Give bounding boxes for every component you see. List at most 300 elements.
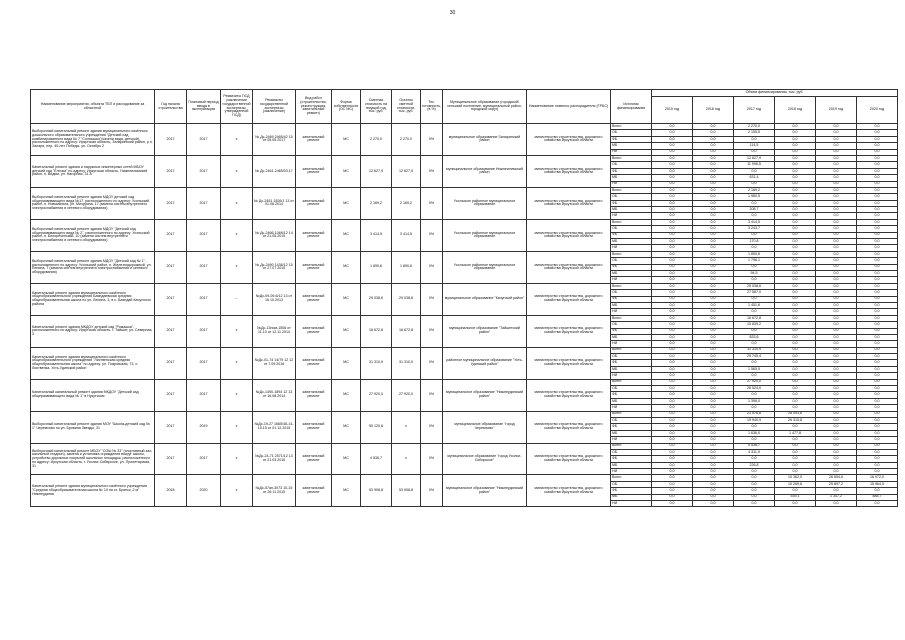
project-start-year: 2017 [155, 347, 187, 379]
funding-source-cell: ОБ [611, 194, 652, 200]
funding-value-cell: 0,0 [734, 488, 775, 494]
funding-value-cell: 0,0 [652, 149, 693, 155]
funding-value-cell: 1 347,2 [816, 494, 857, 500]
funding-value-cell: 0,0 [816, 341, 857, 347]
funding-source-cell: МБ [611, 334, 652, 340]
funding-value-cell: 27 920,0 [734, 379, 775, 385]
project-finish-year: 2020 [187, 475, 221, 507]
funding-source-cell: ФБ [611, 264, 652, 270]
funding-value-cell: 0,0 [775, 379, 816, 385]
project-finish-year: 2017 [187, 155, 221, 187]
funding-value-cell: 0,0 [816, 181, 857, 187]
funding-value-cell: 0,0 [652, 162, 693, 168]
funding-source-cell: ОБ [611, 386, 652, 392]
project-municipality: муниципальное образование "город Черемхово" [443, 411, 527, 443]
funding-source-cell: Всего [611, 475, 652, 481]
funding-source-cell: МБ [611, 302, 652, 308]
project-remaining: х [392, 411, 421, 443]
funding-value-cell: 0,0 [693, 245, 734, 251]
funding-value-cell: 0,0 [652, 175, 693, 181]
funding-value-cell: 0,0 [857, 386, 898, 392]
funding-value-cell: 0,0 [857, 219, 898, 225]
project-cost: 27 920,0 [361, 379, 392, 411]
funding-value-cell: 0,0 [816, 437, 857, 443]
project-cost: 2 169,2 [361, 187, 392, 219]
project-name: Выборочный капитальный ремонт МБОУ "СОШ № 33" (спортивный зал, школьный стадион), замена и установка ограждения вокруг школы, устройство дорожных покрытий школьных площадок, расположенного по адресу: Иркутская область, г. Усолье-Сибирское, ул. Пролетарская, 31 [31, 443, 155, 475]
funding-value-cell: 3 414,5 [734, 219, 775, 225]
funding-value-cell: 0,0 [693, 239, 734, 245]
funding-value-cell: 0,0 [816, 322, 857, 328]
funding-value-cell: 0,0 [734, 168, 775, 174]
funding-value-cell: 0,0 [775, 168, 816, 174]
funding-source-cell: ФБ [611, 456, 652, 462]
funding-value-cell: 0,0 [857, 488, 898, 494]
funding-value-cell: 0,0 [693, 430, 734, 436]
project-state-exam: №Дс-09-09-6/12 13 от 16.10.2013 [253, 283, 296, 315]
project-remaining: 53 908,8 [392, 475, 421, 507]
funding-value-cell: 0,0 [734, 494, 775, 500]
funding-value-cell: 0,0 [816, 264, 857, 270]
project-start-year: 2017 [155, 155, 187, 187]
funding-source-cell: НИ [611, 373, 652, 379]
funding-value-cell: 0,0 [816, 373, 857, 379]
project-cost: 2 270,0 [361, 124, 392, 156]
funding-value-cell: 0,0 [816, 488, 857, 494]
project-doc-details: х [221, 379, 253, 411]
funding-value-cell: 0,0 [816, 283, 857, 289]
project-municipality: муниципальное образование Заларинский район [443, 124, 527, 156]
funding-value-cell: 10 362,0 [775, 475, 816, 481]
project-municipality: муниципальное образование "Нижнеудинский район" [443, 475, 527, 507]
funding-value-cell: 0,0 [857, 239, 898, 245]
funding-value-cell: 0,0 [652, 488, 693, 494]
funding-value-cell: 4 311,9 [734, 449, 775, 455]
funding-value-cell: 0,0 [652, 341, 693, 347]
project-municipality: муниципальное образование "Нижнеудинский район" [443, 379, 527, 411]
project-readiness: 0% [421, 219, 443, 251]
funding-value-cell: 0,0 [816, 424, 857, 430]
project-remaining: х [392, 443, 421, 475]
funding-value-cell: 0,0 [734, 437, 775, 443]
funding-value-cell: 0,0 [816, 501, 857, 507]
funding-source-cell: Всего [611, 315, 652, 321]
funding-value-cell: 0,0 [857, 456, 898, 462]
funding-value-cell: 26 315,8 [775, 417, 816, 423]
funding-value-cell: 0,0 [652, 469, 693, 475]
funding-value-cell: 0,0 [652, 155, 693, 161]
funding-value-cell: 0,0 [775, 245, 816, 251]
funding-value-cell: 0,0 [652, 181, 693, 187]
funding-value-cell: 0,0 [693, 475, 734, 481]
project-name: Капитальный ремонт здания и наружных инженерных сетей МБОУ детский сад "Елочка" по адресу: Иркутская область, Нижнеилимский район, п. Видим, ул. Нагорная, 31 А [31, 155, 155, 187]
funding-source-cell: ФБ [611, 424, 652, 430]
project-finish-year: 2017 [187, 443, 221, 475]
funding-value-cell: 0,0 [693, 341, 734, 347]
funding-value-cell: 15 839,2 [734, 322, 775, 328]
funding-value-cell: 2 155,5 [734, 130, 775, 136]
funding-value-cell: 0,0 [693, 373, 734, 379]
funding-source-cell: Всего [611, 155, 652, 161]
project-cost: 16 672,8 [361, 315, 392, 347]
funding-value-cell: 0,0 [652, 226, 693, 232]
funding-value-cell: 0,0 [775, 469, 816, 475]
funding-source-cell: Всего [611, 124, 652, 130]
funding-value-cell: 0,0 [652, 405, 693, 411]
funding-value-cell: 0,0 [693, 334, 734, 340]
project-cost: 1 890,6 [361, 251, 392, 283]
funding-value-cell: 0,0 [816, 392, 857, 398]
funding-value-cell: 29 745,4 [734, 354, 775, 360]
project-doc-details: х [221, 124, 253, 156]
funding-value-cell: 0,0 [857, 322, 898, 328]
funding-value-cell: 1 565,5 [734, 366, 775, 372]
funding-value-cell: 0,0 [734, 264, 775, 270]
funding-value-cell: 0,0 [775, 181, 816, 187]
header-work-type: Вид работ (строительство, реконструкция, капитальный ремонт) [296, 90, 332, 124]
funding-value-cell: 0,0 [857, 366, 898, 372]
project-customer: министерство строительства, дорожного хозяйства Иркутской области [527, 347, 611, 379]
project-work-type: капитальный ремонт [296, 251, 332, 283]
funding-value-cell: 0,0 [775, 175, 816, 181]
funding-value-cell: 0,0 [734, 149, 775, 155]
funding-value-cell: 0,0 [816, 270, 857, 276]
funding-value-cell: 25 897,2 [816, 481, 857, 487]
project-state-exam: № Дс-2451 1526/1 13 от 01.08.2014 [253, 187, 296, 219]
project-start-year: 2017 [155, 251, 187, 283]
funding-value-cell: 0,0 [775, 347, 816, 353]
project-readiness: 0% [421, 347, 443, 379]
funding-value-cell: 0,0 [734, 328, 775, 334]
funding-value-cell: 0,0 [734, 373, 775, 379]
funding-value-cell: 0,0 [775, 322, 816, 328]
funding-source-cell: МБ [611, 366, 652, 372]
project-doc-details: х [221, 219, 253, 251]
funding-value-cell: 0,0 [693, 322, 734, 328]
project-ownership: МС [332, 155, 361, 187]
funding-value-cell: 0,0 [734, 136, 775, 142]
funding-value-cell: 0,0 [652, 277, 693, 283]
funding-value-cell: 0,0 [775, 264, 816, 270]
funding-value-cell: 0,0 [734, 341, 775, 347]
project-finish-year: 2019 [187, 411, 221, 443]
funding-value-cell: 0,0 [652, 239, 693, 245]
funding-value-cell: 0,0 [775, 405, 816, 411]
funding-source-cell: НИ [611, 469, 652, 475]
header-name: Наименование мероприятия, объекта ТБП и расходование за областной [31, 90, 155, 124]
project-doc-details: х [221, 443, 253, 475]
funding-value-cell: 0,0 [652, 417, 693, 423]
funding-value-cell: 0,0 [693, 481, 734, 487]
funding-source-cell: НИ [611, 501, 652, 507]
funding-value-cell: 0,0 [734, 456, 775, 462]
funding-source-cell: НИ [611, 181, 652, 187]
funding-value-cell: 0,0 [816, 219, 857, 225]
funding-value-cell: 0,0 [775, 149, 816, 155]
funding-source-cell: НИ [611, 437, 652, 443]
funding-value-cell: 0,0 [775, 162, 816, 168]
project-cost: 31 310,9 [361, 347, 392, 379]
project-name: Выборочный капитальный ремонт здания МДОУ "Детский сад общеразвивающего вида № 2", расположенного по адресу: Усольский район, п. Белореченский, 10 (замена систем внутреннего электроснабжения и сетевого оборудования) [31, 219, 155, 251]
funding-value-cell: 0,0 [775, 386, 816, 392]
project-doc-details: х [221, 315, 253, 347]
funding-value-cell: 0,0 [816, 386, 857, 392]
funding-value-cell: 0,0 [816, 398, 857, 404]
funding-value-cell: 0,0 [652, 481, 693, 487]
project-name: Выборочный капитальный ремонт здания МДОУ детский сад общеразвивающего вида №17, расположенного по адресу: Усольский район, п. Новомальта, ул. Мичурина, 17 (замена систем внутреннего электроснабжения и сетевого оборудования) [31, 187, 155, 219]
funding-value-cell: 2 270,0 [734, 124, 775, 130]
funding-value-cell: 0,0 [734, 405, 775, 411]
funding-value-cell: 114,5 [734, 143, 775, 149]
funding-value-cell: 0,0 [775, 187, 816, 193]
funding-value-cell: 0,0 [775, 213, 816, 219]
funding-value-cell: 94,5 [734, 270, 775, 276]
funding-value-cell: 0,0 [857, 226, 898, 232]
funding-value-cell: 0,0 [775, 251, 816, 257]
project-readiness: 0% [421, 155, 443, 187]
funding-source-cell: ФБ [611, 232, 652, 238]
funding-value-cell: 0,0 [775, 283, 816, 289]
project-work-type: капитальный ремонт [296, 124, 332, 156]
funding-value-cell: 0,0 [775, 373, 816, 379]
funding-value-cell: 0,0 [734, 501, 775, 507]
funding-value-cell: 0,0 [652, 475, 693, 481]
funding-value-cell: 0,0 [775, 392, 816, 398]
funding-value-cell: 0,0 [775, 219, 816, 225]
funding-value-cell: 0,0 [775, 443, 816, 449]
project-name: Капитальный ремонт здания муниципального казённого общеобразовательного учреждения Баяндаевская средняя общеобразовательная школа по ул. Ленина, 3, в с. Баяндай Качугского района [31, 283, 155, 315]
project-ownership: МС [332, 315, 361, 347]
table-body [31, 124, 898, 507]
project-start-year: 2017 [155, 283, 187, 315]
funding-value-cell: 0,0 [693, 462, 734, 468]
funding-value-cell: 0,0 [693, 155, 734, 161]
project-readiness: 0% [421, 379, 443, 411]
funding-value-cell: 0,0 [652, 270, 693, 276]
project-cost: 12 627,9 [361, 155, 392, 187]
project-work-type: капитальный ремонт [296, 475, 332, 507]
funding-value-cell: 0,0 [734, 277, 775, 283]
funding-value-cell: 0,0 [857, 207, 898, 213]
header-year: 2019 год [816, 97, 857, 124]
funding-value-cell: 170,8 [734, 239, 775, 245]
funding-value-cell: 0,0 [734, 232, 775, 238]
funding-value-cell: 0,0 [816, 175, 857, 181]
funding-value-cell: 0,0 [693, 251, 734, 257]
project-customer: министерство строительства, дорожного хозяйства Иркутской области [527, 443, 611, 475]
funding-value-cell: 0,0 [816, 194, 857, 200]
funding-value-cell: 0,0 [693, 207, 734, 213]
funding-value-cell: 0,0 [693, 424, 734, 430]
funding-value-cell: 0,0 [816, 430, 857, 436]
funding-value-cell: 0,0 [857, 162, 898, 168]
funding-source-cell: ФБ [611, 168, 652, 174]
funding-value-cell: 0,0 [652, 411, 693, 417]
funding-value-cell: 0,0 [652, 347, 693, 353]
funding-value-cell: 0,0 [816, 245, 857, 251]
funding-value-cell: 0,0 [775, 124, 816, 130]
funding-value-cell: 0,0 [775, 194, 816, 200]
funding-value-cell: 0,0 [652, 251, 693, 257]
funding-value-cell: 0,0 [775, 437, 816, 443]
funding-value-cell: 0,0 [652, 136, 693, 142]
project-remaining: 12 627,9 [392, 155, 421, 187]
project-name: Капитальный ремонт здания муниципального казённого общеобразовательного учреждения "Лиственская средняя общеобразовательная школа" по адресу: ул. Покровская, 73, с. Лиственка, Усть-Удинский район [31, 347, 155, 379]
funding-value-cell: 0,0 [693, 181, 734, 187]
funding-source-cell: МБ [611, 175, 652, 181]
funding-source-cell: НИ [611, 149, 652, 155]
funding-value-cell: 0,0 [816, 226, 857, 232]
funding-value-cell: 0,0 [652, 334, 693, 340]
funding-value-cell: 0,0 [857, 155, 898, 161]
funding-value-cell: 0,0 [775, 360, 816, 366]
project-remaining: 2 169,2 [392, 187, 421, 219]
project-work-type: капитальный ремонт [296, 379, 332, 411]
project-work-type: капитальный ремонт [296, 219, 332, 251]
funding-value-cell: 0,0 [816, 366, 857, 372]
header-finish: Плановый период ввода в эксплуатацию [187, 90, 221, 124]
project-work-type: капитальный ремонт [296, 347, 332, 379]
funding-value-cell: 0,0 [816, 411, 857, 417]
funding-value-cell: 0,0 [693, 437, 734, 443]
project-state-exam: №Дс-13ном-1506 от 11.10 от 12.11.2014 [253, 315, 296, 347]
funding-value-cell: 0,0 [775, 232, 816, 238]
project-start-year: 2018 [155, 475, 187, 507]
funding-value-cell: 0,0 [857, 251, 898, 257]
funding-value-cell: 0,0 [693, 360, 734, 366]
project-readiness: 0% [421, 443, 443, 475]
funding-value-cell: 0,0 [857, 136, 898, 142]
funding-source-cell: ФБ [611, 392, 652, 398]
funding-value-cell: 0,0 [857, 405, 898, 411]
funding-value-cell: 0,0 [775, 200, 816, 206]
funding-value-cell: 0,0 [775, 328, 816, 334]
funding-value-cell: 0,0 [775, 424, 816, 430]
project-ownership: МС [332, 475, 361, 507]
project-name: Выборочный капитальный ремонт здания МДОУ "Детский сад № 1", расположенного по адресу: Усольский район, п. Железнодорожный, ул. Ленина, 7 (замена систем внутреннего электроснабжения и сетевого оборудования) [31, 251, 155, 283]
funding-value-cell: 0,0 [693, 328, 734, 334]
funding-value-cell: 0,0 [693, 315, 734, 321]
project-municipality: Усольское районное муниципальное образование [443, 251, 527, 283]
funding-value-cell: 29 038,6 [734, 283, 775, 289]
funding-value-cell: 0,0 [857, 283, 898, 289]
funding-source-cell: Всего [611, 411, 652, 417]
project-municipality: муниципальное образование "Тайшетский район" [443, 315, 527, 347]
funding-source-cell: ФБ [611, 488, 652, 494]
project-work-type: капитальный ремонт [296, 315, 332, 347]
funding-value-cell: 0,0 [652, 130, 693, 136]
funding-value-cell: 0,0 [652, 449, 693, 455]
funding-value-cell: 0,0 [652, 290, 693, 296]
funding-value-cell: 16 672,8 [734, 315, 775, 321]
funding-value-cell: 0,0 [857, 181, 898, 187]
funding-value-cell: 0,0 [734, 309, 775, 315]
project-start-year: 2017 [155, 124, 187, 156]
funding-value-cell: 0,0 [775, 315, 816, 321]
funding-value-cell: 0,0 [775, 302, 816, 308]
funding-value-cell: 888,7 [857, 494, 898, 500]
project-ownership: МС [332, 379, 361, 411]
funding-value-cell: 0,0 [652, 392, 693, 398]
funding-value-cell: 0,0 [693, 386, 734, 392]
funding-value-cell: 0,0 [652, 328, 693, 334]
funding-value-cell: 0,0 [775, 366, 816, 372]
funding-value-cell: 0,0 [816, 309, 857, 315]
project-state-exam: №Дс-24-71 2571/12 13 от 21.03.2016 [253, 443, 296, 475]
funding-value-cell: 0,0 [693, 264, 734, 270]
project-remaining: 2 270,0 [392, 124, 421, 156]
funding-value-cell: 0,0 [857, 270, 898, 276]
funding-value-cell: 0,0 [816, 462, 857, 468]
funding-value-cell: 0,0 [857, 469, 898, 475]
funding-value-cell: 0,0 [652, 386, 693, 392]
project-ownership: МС [332, 124, 361, 156]
funding-value-cell: 0,0 [693, 258, 734, 264]
funding-value-cell: 0,0 [857, 149, 898, 155]
funding-value-cell: 0,0 [652, 232, 693, 238]
funding-source-cell: ФБ [611, 200, 652, 206]
project-doc-details: х [221, 475, 253, 507]
funding-value-cell: 2 169,2 [734, 187, 775, 193]
project-readiness: 0% [421, 124, 443, 156]
funding-value-cell: 0,0 [693, 443, 734, 449]
project-readiness: 0% [421, 187, 443, 219]
funding-value-cell: 0,0 [816, 315, 857, 321]
funding-value-cell: 0,0 [693, 175, 734, 181]
funding-value-cell: 0,0 [734, 213, 775, 219]
funding-value-cell: 0,0 [775, 341, 816, 347]
project-customer: министерство строительства, дорожного хозяйства Иркутской области [527, 283, 611, 315]
funding-value-cell: 0,0 [816, 354, 857, 360]
header-year: 2020 год [857, 97, 898, 124]
funding-value-cell: 0,0 [775, 488, 816, 494]
funding-value-cell: 0,0 [857, 360, 898, 366]
project-readiness: 0% [421, 315, 443, 347]
project-doc-details: х [221, 347, 253, 379]
funding-value-cell: 12 627,9 [734, 155, 775, 161]
header-municipality: Муниципальное образование (городской/сельский поселение, муниципальный район, городской округ) [443, 90, 527, 124]
funding-value-cell: 0,0 [652, 219, 693, 225]
funding-source-cell: НИ [611, 245, 652, 251]
project-ownership: МС [332, 251, 361, 283]
funding-value-cell: 0,0 [857, 264, 898, 270]
funding-value-cell: 0,0 [816, 207, 857, 213]
funding-value-cell: 0,0 [652, 373, 693, 379]
funding-value-cell: 0,0 [693, 354, 734, 360]
funding-value-cell: 0,0 [734, 469, 775, 475]
funding-value-cell: 0,0 [857, 175, 898, 181]
funding-value-cell: 0,0 [857, 187, 898, 193]
funding-value-cell: 0,0 [816, 417, 857, 423]
funding-value-cell: 0,0 [857, 130, 898, 136]
project-ownership: МС [332, 283, 361, 315]
funding-value-cell: 0,0 [857, 417, 898, 423]
project-customer: министерство строительства, дорожного хозяйства Иркутской области [527, 219, 611, 251]
funding-source-cell: Всего [611, 379, 652, 385]
funding-value-cell: 0,0 [857, 347, 898, 353]
project-readiness: 0% [421, 251, 443, 283]
project-ownership: МС [332, 219, 361, 251]
funding-value-cell: 0,0 [652, 462, 693, 468]
funding-source-cell: ОБ [611, 481, 652, 487]
funding-value-cell: 0,0 [775, 143, 816, 149]
funding-source-cell: ФБ [611, 360, 652, 366]
funding-value-cell: 0,0 [693, 168, 734, 174]
funding-source-cell: Всего [611, 347, 652, 353]
funding-value-cell: 26 654,6 [816, 475, 857, 481]
funding-source-cell: ФБ [611, 296, 652, 302]
project-name: Выборочный капитальный ремонт здания муниципального казённого дошкольного образовательного учреждения "Детский сад комбинированного вида № 7 "Солнышко"(качели вида, детской), расположенного по адресу: Иркутская область, Заларинский район, р.п. Залари, пер. 40-лет Победы, ул. Октябрь 2 [31, 124, 155, 156]
funding-value-cell: 0,0 [693, 494, 734, 500]
